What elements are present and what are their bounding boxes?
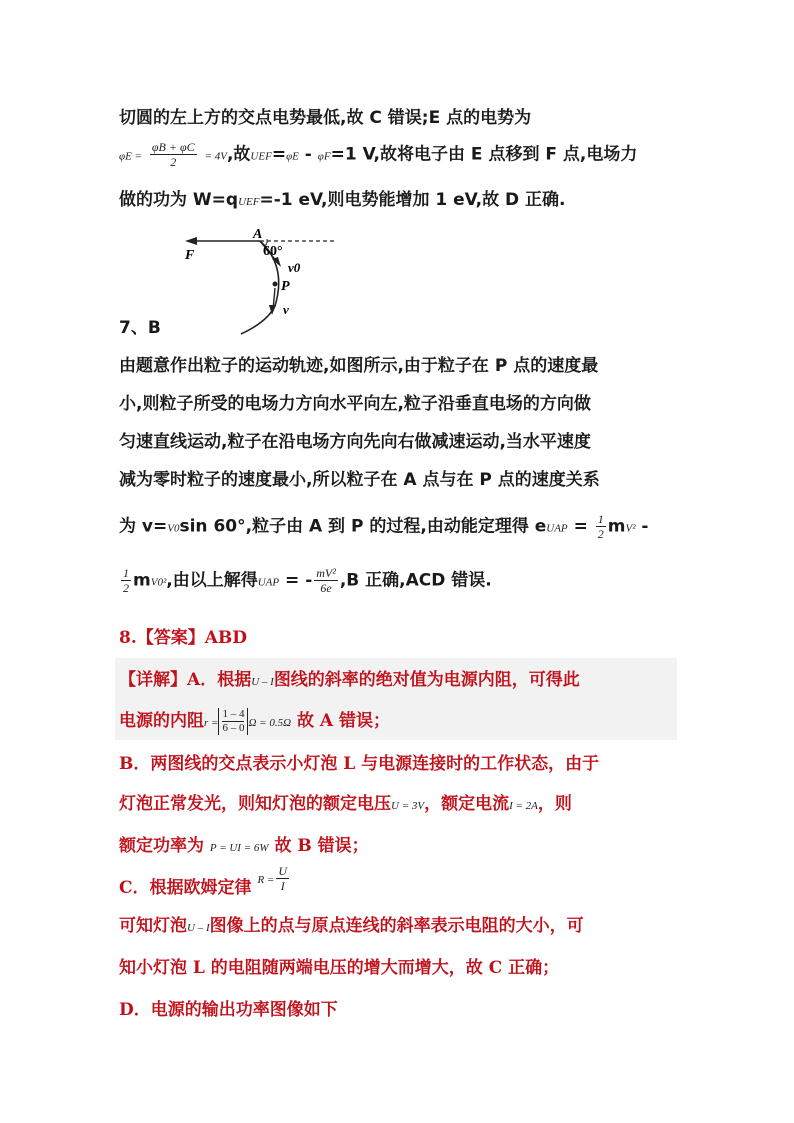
text-line: 知小灯泡 L 的电阻随两端电压的增大而增大，故 C 正确； — [119, 958, 560, 978]
text-line: C．根据欧姆定律 $^{R =}$ $\frac{U}{I}$ — [119, 864, 288, 898]
text-line: 小,则粒子所受的电场力方向水平向左,粒子沿垂直电场的方向做 — [119, 394, 591, 414]
text-line: 额定功率为 P = UI = 6W 故 B 错误； — [119, 836, 369, 856]
text-line: φE = $\frac{\varphi B + \varphi C}{2}$ = 4V,故UEF=φE - φF=1 V,故将电子由 E 点移到 F 点,电场力 — [119, 140, 638, 169]
text-line: 切圆的左上方的交点电势最低,故 C 错误;E 点的电势为 — [119, 108, 532, 128]
text-line: 【详解】A．根据U – I图线的斜率的绝对值为电源内阻，可得此 — [119, 670, 580, 690]
text-line: 为 v=V0sin 60°,粒子由 A 到 P 的过程,由动能定理得 eUAP = $\frac{1}{2}$ mV² - — [119, 512, 649, 541]
question-number: 7、B — [119, 318, 161, 338]
math-fraction: $\frac{\varphi B + \varphi C}{2}$ — [151, 140, 195, 169]
text-line: $\frac{1}{2}$ mV0²,由以上解得UAP = - $\frac{\text{mV²}}{6e}$ ,B 正确,ACD 错误. — [123, 566, 492, 595]
text-line: B．两图线的交点表示小灯泡 L 与电源连接时的工作状态，由于 — [119, 754, 600, 774]
text-line: 由题意作出粒子的运动轨迹,如图所示,由于粒子在 P 点的速度最 — [119, 356, 599, 376]
label-v0: v0 — [288, 260, 301, 275]
text-line: 减为零时粒子的速度最小,所以粒子在 A 点与在 P 点的速度关系 — [119, 470, 600, 490]
answer-heading: 8.【答案】ABD — [119, 628, 248, 648]
label-v: v — [283, 302, 289, 317]
label-p: P — [281, 279, 290, 294]
text-line: D．电源的输出功率图像如下 — [119, 1000, 338, 1020]
text-line: 电源的内阻r = $\frac{1 - 4}{6 - 0}$ Ω = 0.5Ω 故 A 错误； — [119, 708, 391, 734]
trajectory-figure — [175, 226, 345, 336]
text-line: 匀速直线运动,粒子在沿电场方向先向右做减速运动,当水平速度 — [119, 432, 591, 452]
label-angle: 60° — [263, 244, 283, 259]
abs-fraction: $\frac{1 - 4}{6 - 0}$ — [218, 708, 248, 735]
math-phi-e: φE = — [119, 150, 142, 163]
math-rhs: = 4V — [204, 150, 227, 163]
label-a: A — [253, 227, 263, 242]
text-line: 可知灯泡U – I图像上的点与原点连线的斜率表示电阻的大小，可 — [119, 916, 584, 936]
label-f: F — [185, 248, 195, 263]
text-line: 灯泡正常发光，则知灯泡的额定电压U = 3V，额定电流I = 2A，则 — [119, 794, 572, 814]
text-line: 做的功为 W=qUEF=-1 eV,则电势能增加 1 eV,故 D 正确. — [119, 190, 566, 210]
